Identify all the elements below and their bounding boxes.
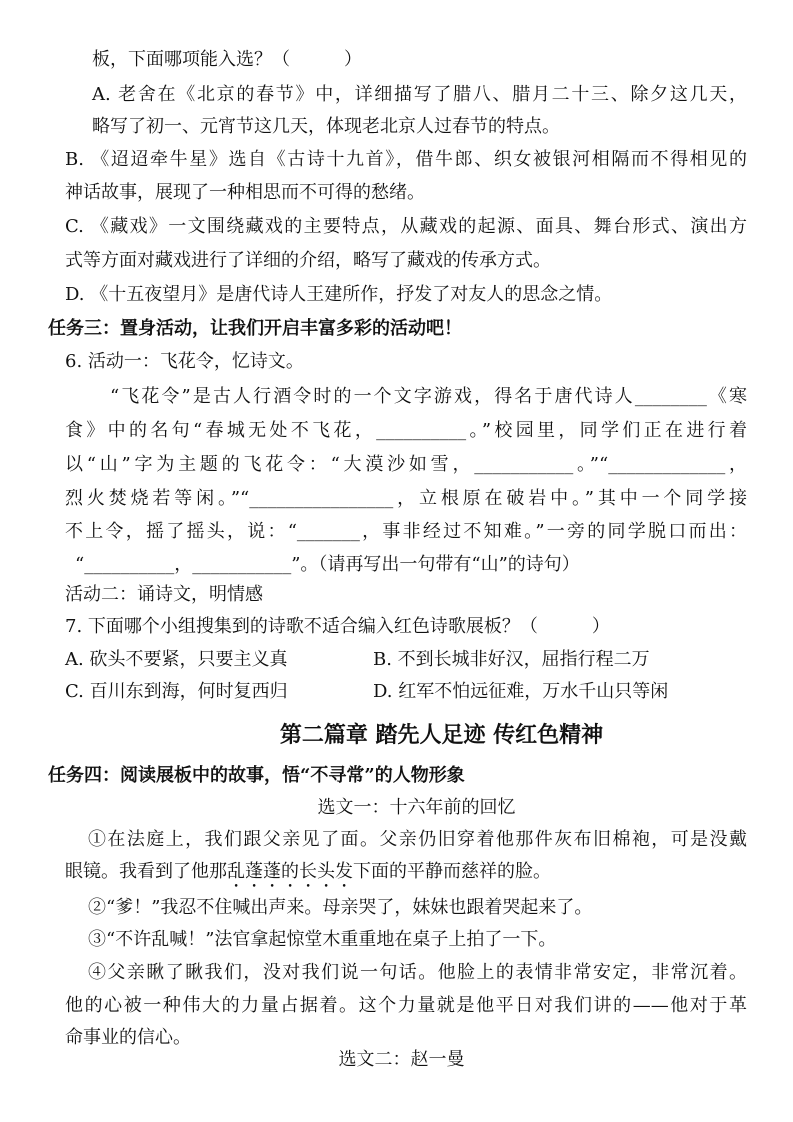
paragraph-4: ④父亲瞅了瞅我们，没对我们说一句话。他脸上的表情非常安定，非常沉着。 (88, 962, 747, 983)
q7-option-c: C. 百川东到海，何时复西归 (65, 681, 288, 702)
q6-line: 烈火焚烧若等闲。”“________________，立根原在破岩中。”其中一个同学接 (65, 488, 747, 509)
activity2-title: 活动二：诵诗文，明情感 (65, 584, 263, 605)
q6-title: 6. 活动一：飞花令，忆诗文。 (65, 351, 304, 372)
chapter-heading: 第二篇章 踏先人足迹 传红色精神 (279, 722, 604, 748)
q5-option-a-cont: 略写了初一、元宵节这几天，体现老北京人过春节的特点。 (92, 116, 560, 137)
q5-option-b: B. 《迢迢牵牛星》选自《古诗十九首》，借牛郎、织女被银河相隔而不得相见的 (65, 149, 747, 170)
q5-question-tail: 板，下面哪项能入选？（ ） (92, 49, 362, 70)
paragraph-4-cont: 他的心被一种伟大的力量占据着。这个力量就是他平日对我们讲的——他对于革 (65, 995, 747, 1016)
paragraph-3: ③“不许乱喊！”法官拿起惊堂木重重地在桌子上拍了一下。 (88, 929, 557, 950)
q5-option-c: C. 《藏戏》一文围绕藏戏的主要特点，从藏戏的起源、面具、舞台形式、演出方 (65, 216, 747, 237)
paragraph-1-cont (65, 860, 551, 892)
q5-option-d: D. 《十五夜望月》是唐代诗人王建所作，抒发了对友人的思念之情。 (65, 284, 613, 305)
q5-option-b-cont: 神话故事，展现了一种相思而不可得的愁绪。 (65, 182, 425, 203)
q6-line: “__________，___________”。（请再写出一句带有“山”的诗句） (75, 554, 580, 575)
paragraph-1: ①在法庭上，我们跟父亲见了面。父亲仍旧穿着他那件灰布旧棉袍，可是没戴 (88, 829, 747, 850)
q5-option-c-cont: 式等方面对藏戏进行了详细的介绍，略写了藏戏的传承方式。 (65, 250, 551, 271)
q6-line: 食》中的名句“春城无处不飞花，__________。”校园里，同学们正在进行着 (65, 420, 747, 441)
text: 下面的平静而慈祥的脸。 (353, 861, 551, 882)
q5-option-a: A. 老舍在《北京的春节》中，详细描写了腊八、腊月二十三、除夕这几天， (92, 84, 747, 105)
q7-option-d: D. 红军不怕远征难，万水千山只等闲 (373, 681, 669, 702)
text: 眼镜。我看到了他那 (65, 861, 227, 882)
q7-title: 7. 下面哪个小组搜集到的诗歌不适合编入红色诗歌展板？（ ） (65, 616, 610, 637)
emphasized-text: 乱蓬蓬的长头发 (227, 861, 353, 882)
task4-title: 任务四：阅读展板中的故事，悟“不寻常”的人物形象 (48, 765, 465, 786)
q6-line: 不上令，摇了摇头，说：“_______，事非经过不知难。”一旁的同学脱口而出： (65, 521, 747, 542)
q6-line: “飞花令”是古人行酒令时的一个文字游戏，得名于唐代诗人________《寒 (110, 386, 747, 407)
paragraph-4-end: 命事业的信心。 (65, 1027, 191, 1048)
q6-line: 以“山”字为主题的飞花令：“大漠沙如雪，___________。”“_____________， (65, 454, 747, 475)
text2-title: 选文二：赵一曼 (338, 1049, 465, 1070)
paragraph-2: ②“爹！”我忍不住喊出声来。母亲哭了，妹妹也跟着哭起来了。 (88, 897, 593, 918)
q7-option-b: B. 不到长城非好汉，屈指行程二万 (373, 649, 650, 670)
q7-option-a: A. 砍头不要紧，只要主义真 (65, 649, 288, 670)
task3-title: 任务三：置身活动，让我们开启丰富多彩的活动吧！ (48, 318, 462, 339)
text1-title: 选文一：十六年前的回忆 (317, 797, 516, 818)
